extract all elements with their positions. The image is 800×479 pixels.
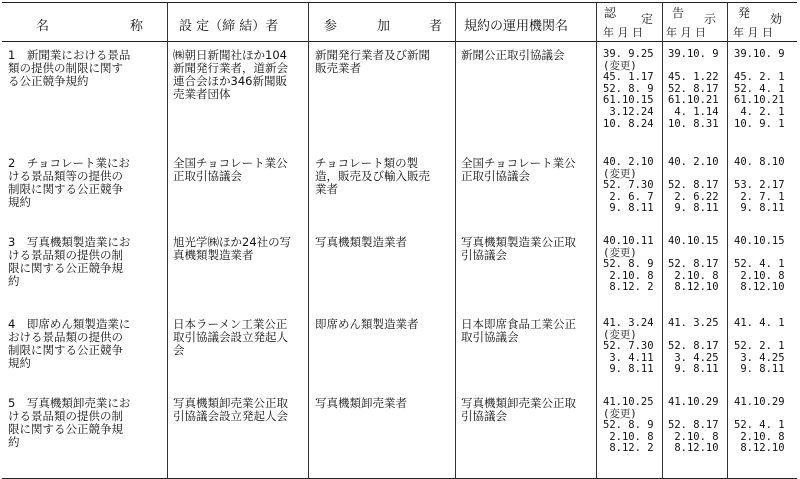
column-divider <box>167 3 168 478</box>
row-5-name: 5 写真機類卸売業にお ける景品類の提供の制 限に関する公正競争規 約 <box>8 396 131 449</box>
row-3-name: 3 写真機類製造業にお ける景品類の提供の制 限に関する公正競争規 約 <box>8 235 131 288</box>
header-setter: 設 定（締 結）者 <box>179 19 279 34</box>
header-notice-a: 告 <box>672 6 685 20</box>
row-4-recognized-dates: 41. 3.24 (変更) 52. 7.30 3. 4.11 9. 8.11 <box>603 317 654 376</box>
row-4-operator: 日本即席食品工業公正 取引協議会 <box>461 317 576 344</box>
header-name-a: 名 <box>36 19 50 34</box>
row-3-notified-dates: 40.10.15 52. 8.17 2.10. 8 8.12.10 <box>668 235 719 294</box>
row-1-name: 1 新聞業における景品 類の提供の制限に関す る公正競争規約 <box>8 48 131 88</box>
header-notice-b: 示 <box>704 12 717 26</box>
row-1-participant: 新聞発行業者及び新聞 販売業者 <box>315 48 430 75</box>
row-2-name: 2 チョコレート業にお ける景品類等の提供の 制限に関する公正競争 規約 <box>8 156 130 209</box>
row-3-effective-dates: 40.10.15 52. 4. 1 2.10. 8 8.12.10 <box>734 235 785 294</box>
column-divider <box>727 3 728 478</box>
header-effective-a: 発 <box>738 6 751 20</box>
header-row <box>2 3 797 42</box>
row-4-participant: 即席めん類製造業者 <box>315 317 419 331</box>
column-divider <box>308 3 309 478</box>
header-effective-ymd: 年 月 日 <box>733 26 773 39</box>
row-4-name: 4 即席めん類製造業に おける景品類の提供の 制限に関する公正競争 規約 <box>8 317 131 370</box>
row-3-operator: 写真機類製造業公正取 引協議会 <box>461 235 576 262</box>
regulation-table <box>2 2 797 479</box>
row-1-effective-dates: 39.10. 9 45. 2. 1 52. 4. 1 61.10.21 4. 2. 1 10. 9. 1 <box>734 48 785 130</box>
column-divider <box>596 3 597 478</box>
header-recognized-a: 認 <box>604 6 617 20</box>
row-2-notified-dates: 40. 2.10 52. 8.17 2. 6.22 9. 8.11 <box>668 156 719 215</box>
row-4-notified-dates: 41. 3.25 52. 8.17 3. 4.25 9. 8.11 <box>668 317 719 376</box>
row-2-recognized-dates: 40. 2.10 (変更) 52. 7.30 2. 6. 7 9. 8.11 <box>603 156 654 215</box>
header-participant-a: 参 <box>324 19 338 34</box>
row-1-recognized-dates: 39. 9.25 (変更) 45. 1.17 52. 8. 9 61.10.15 3.12.24 10. 8.24 <box>603 48 654 130</box>
row-1-notified-dates: 39.10. 9 45. 1.22 52. 8.17 61.10.21 4. 1.14 10. 8.31 <box>668 48 719 130</box>
row-1-operator: 新聞公正取引協議会 <box>461 48 565 62</box>
header-name-b: 称 <box>130 19 144 34</box>
header-participant-c: 者 <box>429 19 443 34</box>
header-effective-b: 効 <box>770 12 783 26</box>
row-3-setter: 旭光学㈱ほか24社の写 真機類製造業者 <box>173 235 292 262</box>
row-5-recognized-dates: 41.10.25 (変更) 52. 8. 9 2.10. 8 8.12. 2 <box>603 396 654 455</box>
row-5-participant: 写真機類卸売業者 <box>315 396 407 410</box>
row-2-operator: 全国チョコレート業公 正取引協議会 <box>461 156 576 183</box>
row-2-setter: 全国チョコレート業公 正取引協議会 <box>173 156 288 183</box>
row-1-setter: ㈱朝日新聞社ほか104 新聞発行業者，道新会 連合会ほか346新聞販 売業者団体 <box>173 48 288 101</box>
header-recognized-ymd: 年 月 日 <box>603 26 643 39</box>
header-recognized-b: 定 <box>641 12 654 26</box>
header-participant-b: 加 <box>377 19 391 34</box>
row-4-effective-dates: 41. 4. 1 52. 2. 1 3. 4.25 9. 8.11 <box>734 317 785 376</box>
row-2-participant: チョコレート類の製 造，販売及び輸入販売 業者 <box>315 156 430 196</box>
header-operator: 規約の運用機関名 <box>464 19 569 34</box>
row-3-recognized-dates: 40.10.11 (変更) 52. 8. 9 2.10. 8 8.12. 2 <box>603 235 654 294</box>
row-5-notified-dates: 41.10.29 52. 8.17 2.10. 8 8.12.10 <box>668 396 719 455</box>
row-5-operator: 写真機類卸売業公正取 引協議会 <box>461 396 576 423</box>
column-divider <box>455 3 456 478</box>
row-3-participant: 写真機類製造業者 <box>315 235 407 249</box>
column-divider <box>662 3 663 478</box>
header-notice-ymd: 年 月 日 <box>666 26 706 39</box>
row-4-setter: 日本ラーメン工業公正 取引協議会設立発起人 会 <box>173 317 288 357</box>
row-2-effective-dates: 40. 8.10 53. 2.17 2. 7. 1 9. 8.11 <box>734 156 785 215</box>
row-5-effective-dates: 41.10.29 52. 4. 1 2.10. 8 8.12.10 <box>734 396 785 455</box>
row-5-setter: 写真機類卸売業公正取 引協議会設立発起人会 <box>173 396 288 423</box>
